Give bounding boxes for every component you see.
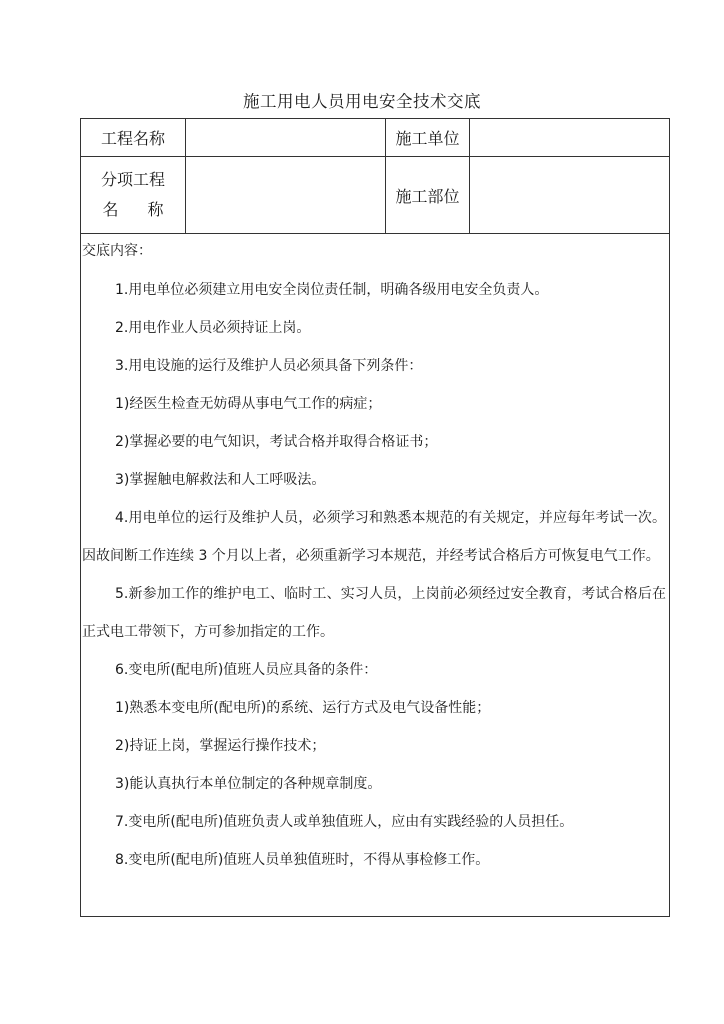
table-row — [81, 157, 670, 234]
paragraph: 6.变电所(配电所)值班人员应具备的条件： — [115, 662, 378, 678]
sub-project-label-line2: 名 称 — [102, 200, 176, 219]
sub-project-label-line1: 分项工程 — [100, 170, 165, 189]
disclosure-table — [80, 118, 670, 917]
project-name-label: 工程名称 — [81, 119, 186, 157]
paragraph: 1)熟悉本变电所(配电所)的系统、运行方式及电气设备性能； — [115, 700, 491, 716]
paragraph: 4.用电单位的运行及维护人员，必须学习和熟悉本规范的有关规定，并应每年考试一次。因故间断工作连续 3 个月以上者，必须重新学习本规范，并经考试合格后方可恢复电气工作。 — [82, 510, 666, 564]
paragraph: 3)能认真执行本单位制定的各种规章制度。 — [115, 776, 382, 792]
document-title: 施工用电人员用电安全技术交底 — [243, 92, 481, 111]
project-name-value — [186, 119, 386, 157]
paragraph: 5.新参加工作的维护电工、临时工、实习人员，上岗前必须经过安全教育，考试合格后在正式电工带领下，方可参加指定的工作。 — [82, 586, 666, 640]
paragraph: 1)经医生检查无妨碍从事电气工作的病症； — [115, 396, 382, 412]
paragraph: 7.变电所(配电所)值班负责人或单独值班人，应由有实践经验的人员担任。 — [115, 814, 574, 830]
table-row — [81, 234, 670, 917]
sub-project-label — [81, 157, 186, 234]
paragraph: 3.用电设施的运行及维护人员必须具备下列条件： — [115, 358, 423, 374]
paragraph: 1.用电单位必须建立用电安全岗位责任制，明确各级用电安全负责人。 — [115, 282, 549, 298]
paragraph: 8.变电所(配电所)值班人员单独值班时，不得从事检修工作。 — [115, 852, 490, 868]
table-row — [81, 119, 670, 157]
paragraph: 3)掌握触电解救法和人工呼吸法。 — [115, 472, 326, 488]
paragraph: 2)掌握必要的电气知识，考试合格并取得合格证书； — [115, 434, 438, 450]
paragraph: 2.用电作业人员必须持证上岗。 — [115, 320, 311, 336]
construction-unit-value — [470, 119, 670, 157]
construction-part-value — [470, 157, 670, 234]
sub-project-value — [186, 157, 386, 234]
construction-part-label: 施工部位 — [386, 157, 470, 234]
content-heading: 交底内容： — [82, 243, 152, 259]
construction-unit-label: 施工单位 — [386, 119, 470, 157]
disclosure-content-cell — [81, 234, 670, 917]
paragraph: 2)持证上岗，掌握运行操作技术； — [115, 738, 326, 754]
